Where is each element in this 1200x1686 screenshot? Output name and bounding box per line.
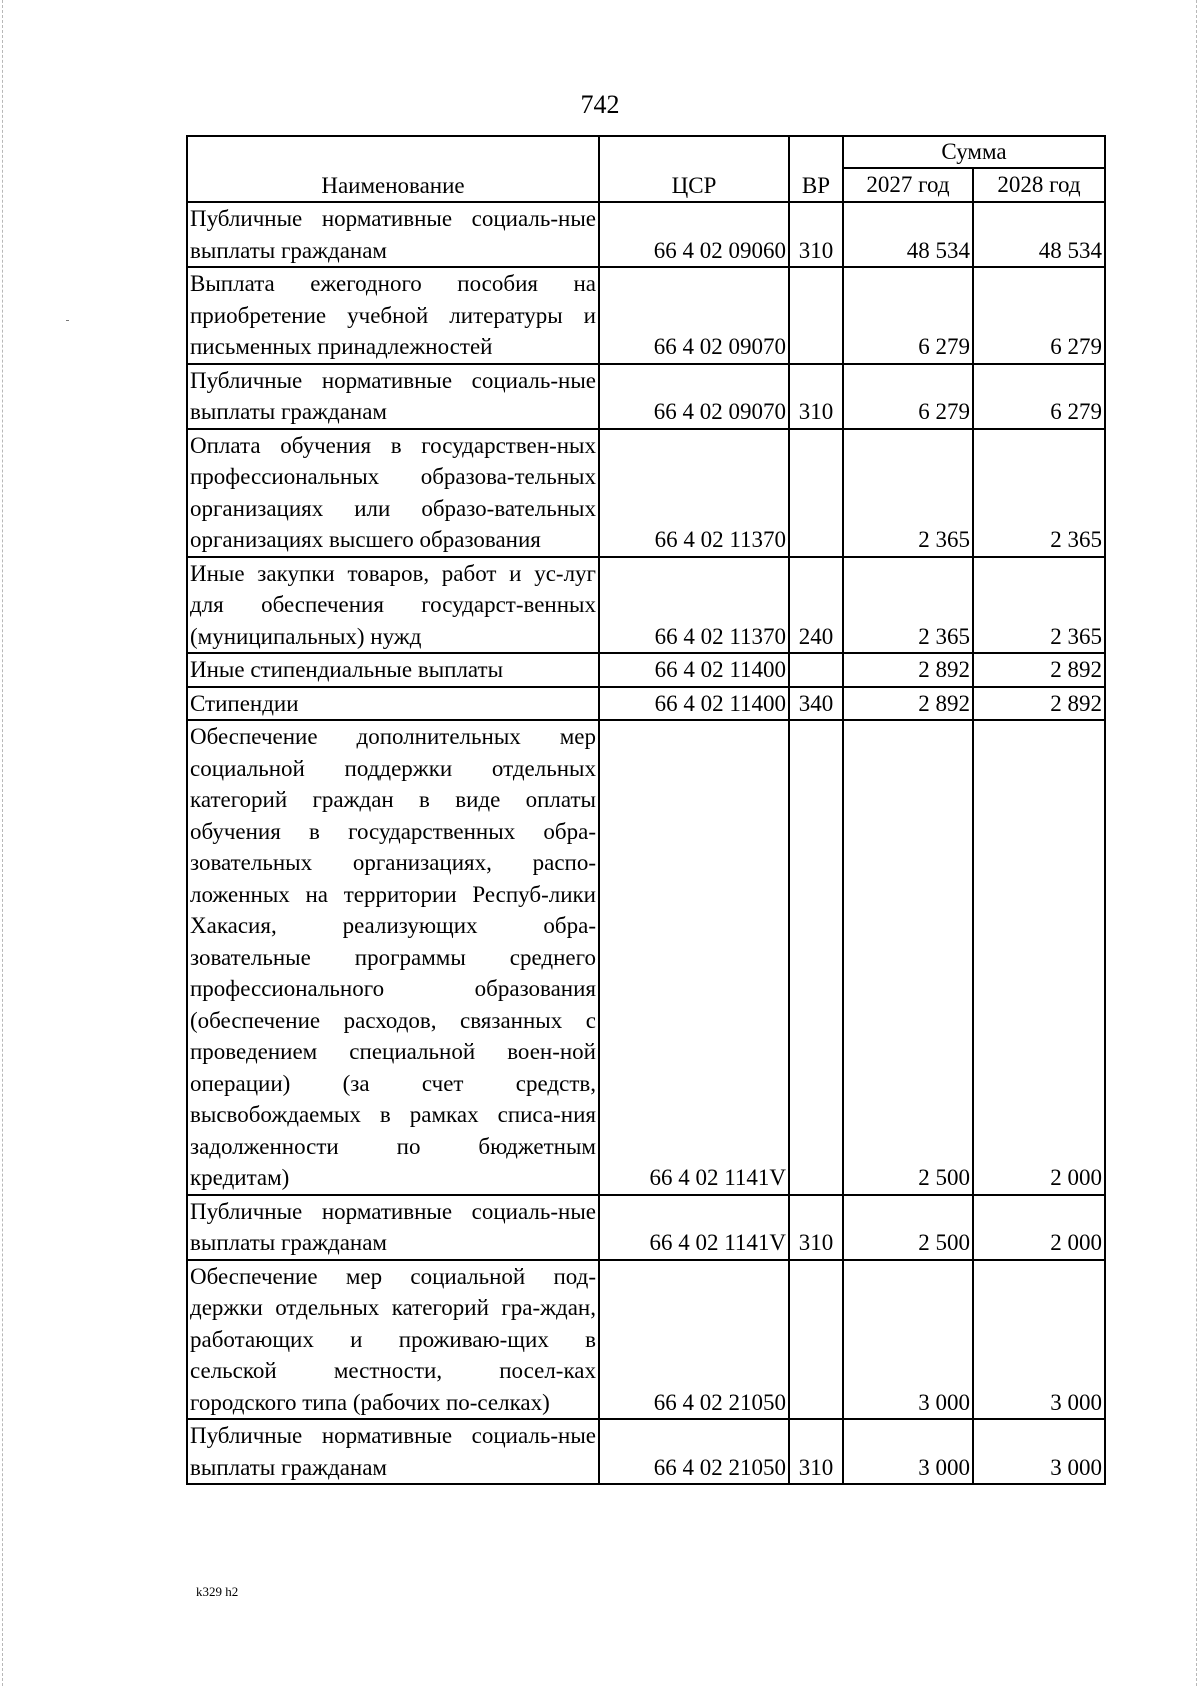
row-sum-2028: 2 000 bbox=[973, 720, 1105, 1195]
row-csr: 66 4 02 11400 bbox=[599, 687, 789, 721]
row-sum-2028: 2 892 bbox=[973, 687, 1105, 721]
footer-code: k329 h2 bbox=[196, 1584, 239, 1599]
row-sum-2027: 2 500 bbox=[843, 1195, 973, 1260]
row-sum-2028: 2 365 bbox=[973, 429, 1105, 557]
table-row bbox=[187, 653, 1105, 687]
row-vr bbox=[789, 429, 843, 557]
row-name: Выплата ежегодного пособия на приобретение учебной литературы и письменных принадлежностей bbox=[187, 267, 599, 364]
row-vr: 310 bbox=[789, 1195, 843, 1260]
row-csr: 66 4 02 11400 bbox=[599, 653, 789, 687]
row-vr bbox=[789, 267, 843, 364]
table-row bbox=[187, 1419, 1105, 1484]
row-sum-2028: 2 892 bbox=[973, 653, 1105, 687]
row-vr bbox=[789, 653, 843, 687]
row-csr: 66 4 02 1141V bbox=[599, 1195, 789, 1260]
header-year-2028: 2028 год bbox=[973, 168, 1105, 202]
row-vr: 310 bbox=[789, 1419, 843, 1484]
header-name: Наименование bbox=[187, 136, 599, 202]
scan-speck bbox=[66, 320, 69, 321]
row-sum-2027: 48 534 bbox=[843, 202, 973, 267]
table-row bbox=[187, 429, 1105, 557]
row-csr: 66 4 02 11370 bbox=[599, 557, 789, 654]
row-name: Обеспечение дополнительных мер социальной поддержки отдельных категорий граждан в виде оплаты обучения в государственных обра-зовательных организациях, распо-ложенных на территории Респуб-лики Хакасия, реализующих обра-зовательные программы среднего профессионального образования (обеспечение расходов, связанных с проведением специальной воен-ной операции) (за счет средств, высвобождаемых в рамках списа-ния задолженности по бюджетным кредитам) bbox=[187, 720, 599, 1195]
row-sum-2027: 2 500 bbox=[843, 720, 973, 1195]
row-vr: 340 bbox=[789, 687, 843, 721]
header-sum: Сумма bbox=[843, 136, 1105, 168]
row-sum-2027: 6 279 bbox=[843, 364, 973, 429]
row-sum-2028: 6 279 bbox=[973, 364, 1105, 429]
row-sum-2027: 2 365 bbox=[843, 429, 973, 557]
scan-edge-left bbox=[2, 0, 3, 1686]
row-csr: 66 4 02 09070 bbox=[599, 267, 789, 364]
row-sum-2028: 3 000 bbox=[973, 1260, 1105, 1420]
page-number: 742 bbox=[580, 90, 620, 119]
row-csr: 66 4 02 21050 bbox=[599, 1419, 789, 1484]
row-csr: 66 4 02 09060 bbox=[599, 202, 789, 267]
row-sum-2027: 2 365 bbox=[843, 557, 973, 654]
row-sum-2028: 2 000 bbox=[973, 1195, 1105, 1260]
header-row bbox=[187, 136, 1105, 168]
row-name: Публичные нормативные социаль-ные выплаты гражданам bbox=[187, 1419, 599, 1484]
row-name: Публичные нормативные социаль-ные выплаты гражданам bbox=[187, 1195, 599, 1260]
row-name: Оплата обучения в государствен-ных профессиональных образова-тельных организациях или образо-вательных организациях высшего образования bbox=[187, 429, 599, 557]
table-body bbox=[187, 202, 1105, 1484]
row-vr: 310 bbox=[789, 364, 843, 429]
row-sum-2028: 2 365 bbox=[973, 557, 1105, 654]
row-name: Публичные нормативные социаль-ные выплаты гражданам bbox=[187, 364, 599, 429]
row-sum-2028: 48 534 bbox=[973, 202, 1105, 267]
row-sum-2028: 3 000 bbox=[973, 1419, 1105, 1484]
row-csr: 66 4 02 1141V bbox=[599, 720, 789, 1195]
row-sum-2027: 3 000 bbox=[843, 1419, 973, 1484]
row-sum-2027: 2 892 bbox=[843, 653, 973, 687]
row-name: Публичные нормативные социаль-ные выплаты гражданам bbox=[187, 202, 599, 267]
table-row bbox=[187, 202, 1105, 267]
table-row bbox=[187, 1195, 1105, 1260]
row-vr bbox=[789, 720, 843, 1195]
row-sum-2027: 2 892 bbox=[843, 687, 973, 721]
header-vr: ВР bbox=[789, 136, 843, 202]
row-name: Стипендии bbox=[187, 687, 599, 721]
row-vr bbox=[789, 1260, 843, 1420]
row-name: Иные стипендиальные выплаты bbox=[187, 653, 599, 687]
row-sum-2028: 6 279 bbox=[973, 267, 1105, 364]
table-row bbox=[187, 364, 1105, 429]
row-csr: 66 4 02 09070 bbox=[599, 364, 789, 429]
scan-edge-right bbox=[1196, 0, 1197, 1686]
row-vr: 240 bbox=[789, 557, 843, 654]
row-sum-2027: 3 000 bbox=[843, 1260, 973, 1420]
row-csr: 66 4 02 11370 bbox=[599, 429, 789, 557]
row-sum-2027: 6 279 bbox=[843, 267, 973, 364]
row-name: Иные закупки товаров, работ и ус-луг для обеспечения государст-венных (муниципальных) нужд bbox=[187, 557, 599, 654]
row-vr: 310 bbox=[789, 202, 843, 267]
row-csr: 66 4 02 21050 bbox=[599, 1260, 789, 1420]
table-row bbox=[187, 687, 1105, 721]
table-row bbox=[187, 720, 1105, 1195]
table-row bbox=[187, 267, 1105, 364]
header-csr: ЦСР bbox=[599, 136, 789, 202]
budget-table bbox=[186, 135, 1106, 1485]
row-name: Обеспечение мер социальной под-держки отдельных категорий гра-ждан, работающих и проживаю-щих в сельской местности, посел-ках городского типа (рабочих по-селках) bbox=[187, 1260, 599, 1420]
header-year-2027: 2027 год bbox=[843, 168, 973, 202]
table-row bbox=[187, 557, 1105, 654]
table-row bbox=[187, 1260, 1105, 1420]
